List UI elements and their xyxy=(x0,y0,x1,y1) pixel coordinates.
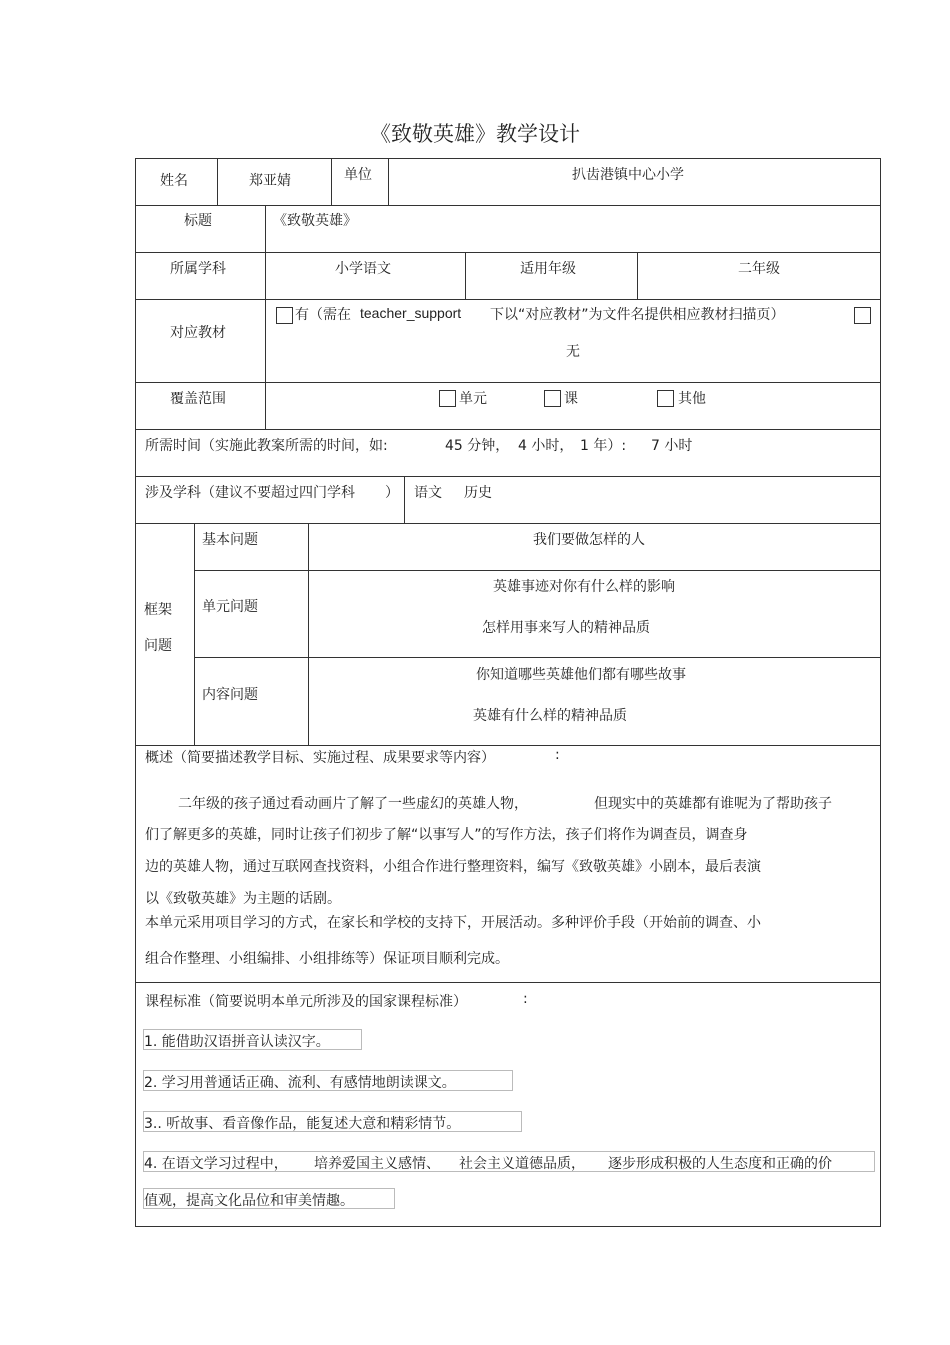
row-divider xyxy=(136,205,880,206)
time-example-2: 4 小时， xyxy=(518,438,574,454)
col-divider xyxy=(404,476,405,523)
row-divider xyxy=(136,476,880,477)
col-divider xyxy=(265,205,266,429)
unit-question-label: 单元问题 xyxy=(202,599,258,615)
content-question-label: 内容问题 xyxy=(202,687,258,703)
col-divider xyxy=(194,523,195,745)
content-question-value-2: 英雄有什么样的精神品质 xyxy=(473,708,627,724)
material-yes-text: 有（需在 xyxy=(295,307,351,323)
overview-line-3: 边的英雄人物，通过互联网查找资料，小组合作进行整理资料，编写《致敬英雄》小剧本，最后表演 xyxy=(145,859,761,875)
row-divider xyxy=(136,982,880,983)
basic-question-value: 我们要做怎样的人 xyxy=(533,532,645,548)
document-title: 《致敬英雄》教学设计 xyxy=(370,122,580,146)
scope-other-text: 其他 xyxy=(678,391,706,407)
time-value: 7 小时 xyxy=(651,438,693,454)
overview-heading-colon: : xyxy=(555,747,560,763)
standards-heading: 课程标准（简要说明本单元所涉及的国家课程标准） xyxy=(145,994,467,1010)
col-divider xyxy=(465,252,466,299)
overview-line-1a: 二年级的孩子通过看动画片了解了一些虚幻的英雄人物， xyxy=(178,796,528,812)
col-divider xyxy=(388,159,389,205)
overview-heading: 概述（简要描述教学目标、实施过程、成果要求等内容） xyxy=(145,750,495,766)
subject-value: 小学语文 xyxy=(335,261,391,277)
row-divider xyxy=(136,523,880,524)
discipline-history: 历史 xyxy=(464,485,492,501)
time-label: 所需时间（实施此教案所需的时间，如: xyxy=(145,438,388,454)
row-divider xyxy=(194,657,880,658)
material-yes-checkbox[interactable] xyxy=(276,307,293,324)
material-no-text: 无 xyxy=(566,344,580,360)
standard-item-4a: 4. 在语文学习过程中， xyxy=(144,1156,288,1172)
basic-question-label: 基本问题 xyxy=(202,532,258,548)
content-question-value-1: 你知道哪些英雄他们都有哪些故事 xyxy=(476,667,686,683)
scope-label: 覆盖范围 xyxy=(170,391,226,407)
title-value: 《致敬英雄》 xyxy=(273,213,357,229)
overview-line-6: 组合作整理、小组编排、小组排练等）保证项目顺利完成。 xyxy=(145,951,509,967)
col-divider xyxy=(308,523,309,745)
row-divider xyxy=(194,570,880,571)
time-example-1: 45 分钟， xyxy=(445,438,510,454)
standard-item-4e: 值观，提高文化品位和审美情趣。 xyxy=(144,1193,354,1209)
time-example-3: 1 年）: xyxy=(580,438,627,454)
name-label: 姓名 xyxy=(160,173,188,189)
row-divider xyxy=(136,745,880,746)
standard-item-4d: 逐步形成积极的人生态度和正确的价 xyxy=(608,1156,832,1172)
scope-unit-checkbox[interactable] xyxy=(439,390,456,407)
grade-label: 适用年级 xyxy=(520,261,576,277)
unit-value: 扒齿港镇中心小学 xyxy=(572,167,684,183)
name-value: 郑亚婧 xyxy=(249,173,291,189)
row-divider xyxy=(136,429,880,430)
standard-item-4b: 培养爱国主义感情、 xyxy=(314,1156,440,1172)
col-divider xyxy=(331,159,332,205)
standard-item-3: 3.. 听故事、看音像作品，能复述大意和精彩情节。 xyxy=(144,1116,461,1132)
discipline-chinese: 语文 xyxy=(414,485,442,501)
standards-heading-colon: : xyxy=(523,991,528,1007)
row-divider xyxy=(136,382,880,383)
unit-question-value-2: 怎样用事来写人的精神品质 xyxy=(482,620,650,636)
material-no-checkbox[interactable] xyxy=(854,307,871,324)
framework-label-line2: 问题 xyxy=(144,638,172,654)
disciplines-label-close: ） xyxy=(385,485,399,501)
row-divider xyxy=(136,252,880,253)
subject-label: 所属学科 xyxy=(170,261,226,277)
scope-unit-text: 单元 xyxy=(459,391,487,407)
col-divider xyxy=(637,252,638,299)
material-label: 对应教材 xyxy=(170,325,226,341)
col-divider xyxy=(217,159,218,205)
scope-lesson-checkbox[interactable] xyxy=(544,390,561,407)
scope-other-checkbox[interactable] xyxy=(657,390,674,407)
material-folder: teacher_support xyxy=(360,305,462,321)
unit-question-value-1: 英雄事迹对你有什么样的影响 xyxy=(493,579,675,595)
row-divider xyxy=(136,299,880,300)
grade-value: 二年级 xyxy=(738,261,780,277)
standard-item-1: 1. 能借助汉语拼音认读汉字。 xyxy=(144,1034,330,1050)
title-label: 标题 xyxy=(184,213,212,229)
overview-line-5: 本单元采用项目学习的方式，在家长和学校的支持下，开展活动。多种评价手段（开始前的调查、小 xyxy=(145,915,761,931)
unit-label: 单位 xyxy=(344,167,372,183)
overview-line-1b: 但现实中的英雄都有谁呢为了帮助孩子 xyxy=(594,796,832,812)
overview-line-2: 们了解更多的英雄，同时让孩子们初步了解“以事写人”的写作方法，孩子们将作为调查员，调查身 xyxy=(145,827,748,843)
overview-line-4: 以《致敬英雄》为主题的话剧。 xyxy=(145,891,341,907)
standard-item-4c: 社会主义道德品质， xyxy=(459,1156,585,1172)
scope-lesson-text: 课 xyxy=(564,391,578,407)
lesson-plan-table xyxy=(135,158,881,1227)
disciplines-label: 涉及学科（建议不要超过四门学科 xyxy=(145,485,355,501)
framework-label-line1: 框架 xyxy=(144,602,172,618)
material-yes-rest: 下以“对应教材”为文件名提供相应教材扫描页） xyxy=(490,307,785,323)
standard-item-2: 2. 学习用普通话正确、流利、有感情地朗读课文。 xyxy=(144,1075,456,1091)
